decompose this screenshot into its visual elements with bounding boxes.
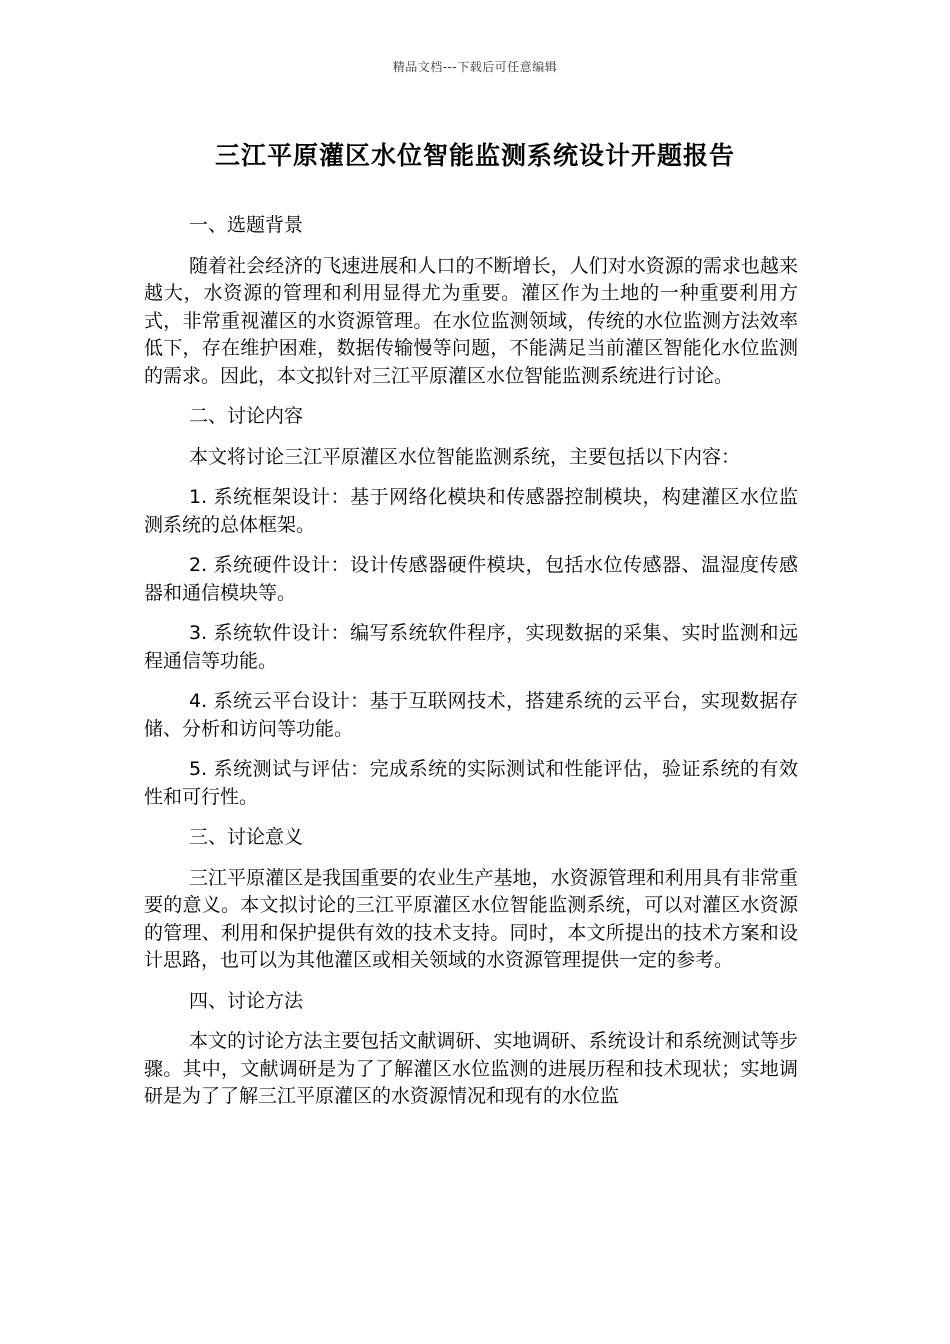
document-body (144, 212, 798, 1124)
content-list-item: 2. 系统硬件设计：设计传感器硬件模块，包括水位传感器、温湿度传感器和通信模块等。 (144, 554, 798, 604)
content-list-item: 3. 系统软件设计：编写系统软件程序，实现数据的采集、实时监测和远程通信等功能。 (144, 622, 798, 672)
content-list-item: 1. 系统框架设计：基于网络化模块和传感器控制模块，构建灌区水位监测系统的总体框架。 (144, 486, 798, 536)
section-heading-content: 二、讨论内容 (189, 405, 304, 427)
document-title: 三江平原灌区水位智能监测系统设计开题报告 (214, 141, 735, 170)
content-list-item: 4. 系统云平台设计：基于互联网技术，搭建系统的云平台，实现数据存储、分析和访问等功能。 (144, 690, 798, 740)
section-heading-background: 一、选题背景 (189, 214, 304, 236)
content-intro-paragraph: 本文将讨论三江平原灌区水位智能监测系统，主要包括以下内容： (189, 445, 741, 468)
background-paragraph: 随着社会经济的飞速进展和人口的不断增长，人们对水资源的需求也越来越大，水资源的管理和利用显得尤为重要。灌区作为土地的一种重要利用方式，非常重视灌区的水资源管理。在水位监测领域，传统的水位监测方法效率低下，存在维护困难，数据传输慢等问题，不能满足当前灌区智能化水位监测的需求。因此，本文拟针对三江平原灌区水位智能监测系统进行讨论。 (144, 254, 798, 387)
method-paragraph: 本文的讨论方法主要包括文献调研、实地调研、系统设计和系统测试等步骤。其中，文献调研是为了了解灌区水位监测的进展历程和技术现状；实地调研是为了了解三江平原灌区的水资源情况和现有的水位监 (144, 1030, 798, 1107)
significance-paragraph: 三江平原灌区是我国重要的农业生产基地，水资源管理和利用具有非常重要的意义。本文拟讨论的三江平原灌区水位智能监测系统，可以对灌区水资源的管理、利用和保护提供有效的技术支持。同时，本文所提出的技术方案和设计思路，也可以为其他灌区或相关领域的水资源管理提供一定的参考。 (144, 866, 798, 971)
header-note: 精品文档---下载后可任意编辑 (392, 60, 558, 74)
section-heading-method: 四、讨论方法 (189, 989, 304, 1012)
content-list-item: 5. 系统测试与评估：完成系统的实际测试和性能评估，验证系统的有效性和可行性。 (144, 758, 798, 808)
section-heading-significance: 三、讨论意义 (189, 826, 304, 848)
